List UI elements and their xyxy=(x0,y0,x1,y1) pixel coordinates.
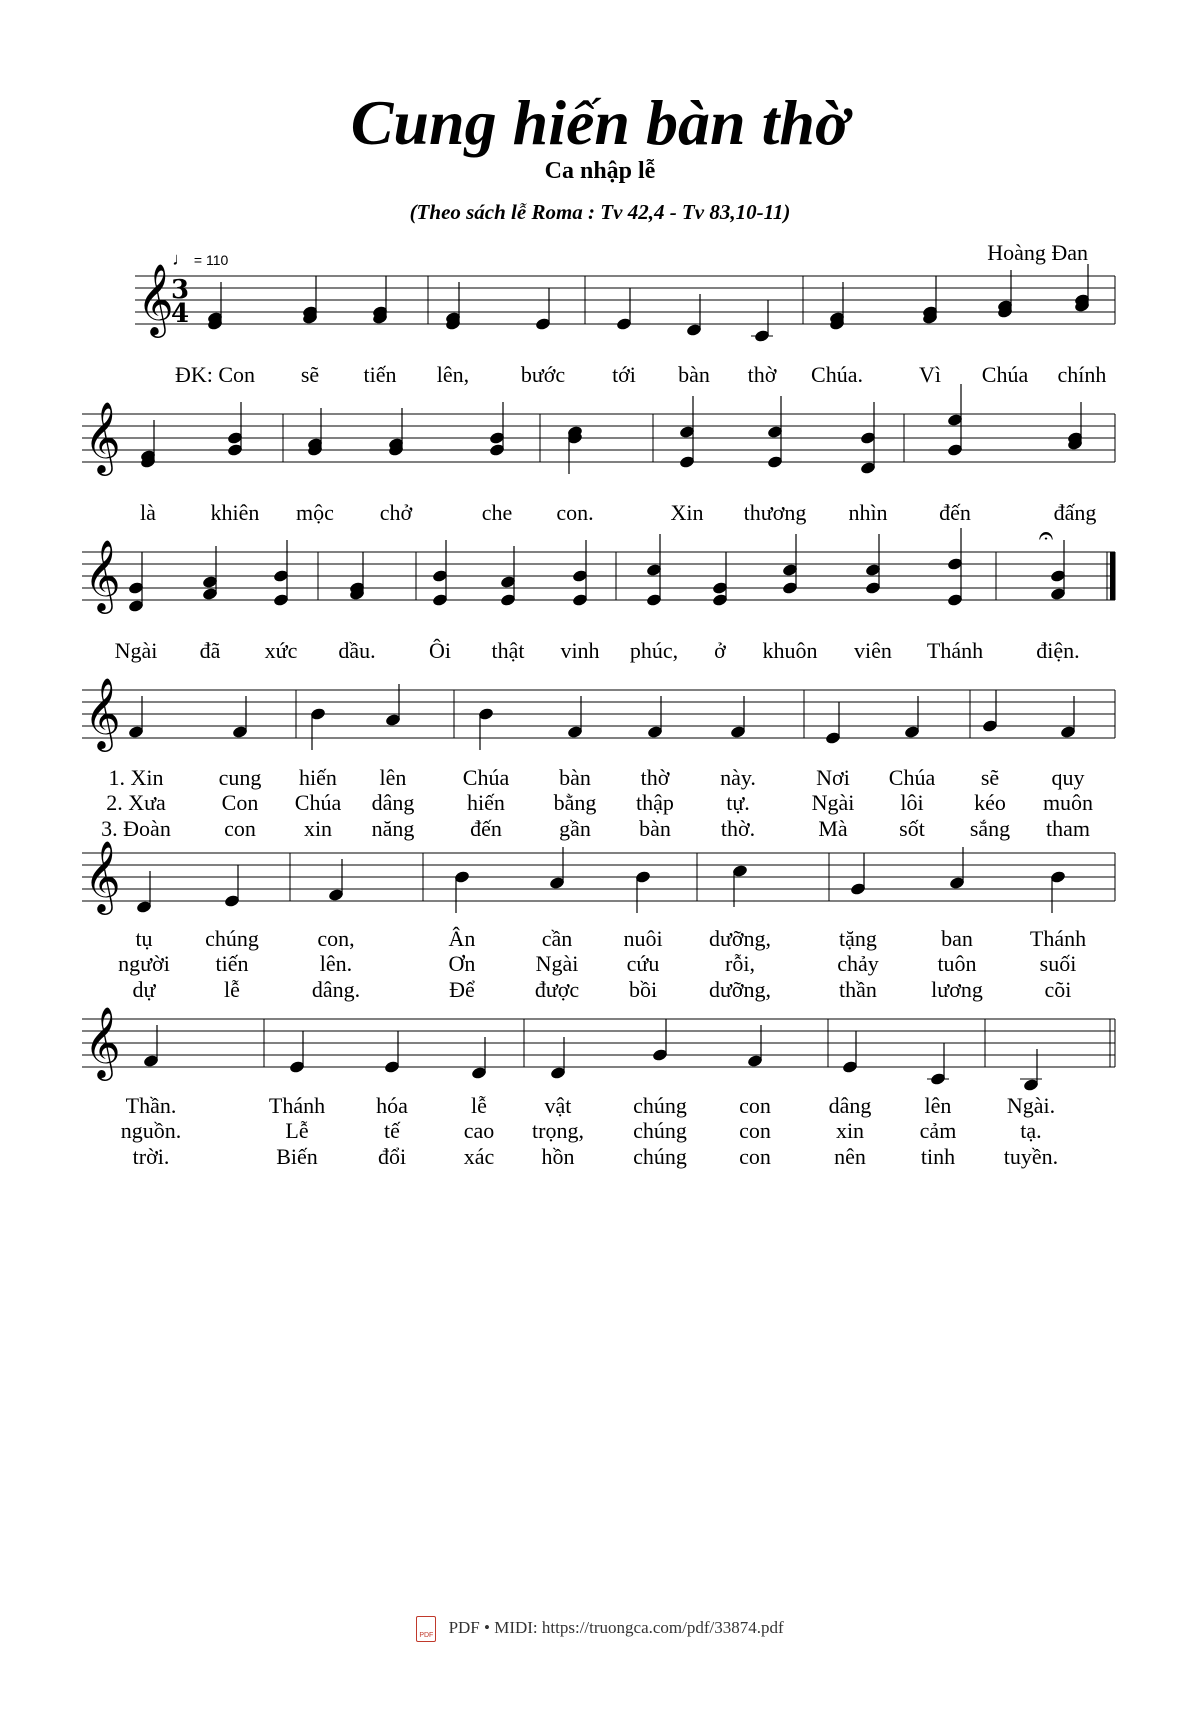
lyric-syllable: tinh xyxy=(920,1144,956,1169)
lyric-syllable: Ôi xyxy=(429,638,451,663)
lyric-syllable: hóa xyxy=(376,1093,408,1118)
lyric-syllable: Để xyxy=(449,977,475,1002)
lyric-syllable: cao xyxy=(463,1118,495,1143)
lyric-syllable: Ngài xyxy=(535,951,579,976)
lyric-syllable: khuôn xyxy=(762,638,818,663)
lyric-syllable: thờ. xyxy=(720,816,756,841)
lyric-syllable: lên. xyxy=(319,951,353,976)
lyric-syllable: chúng xyxy=(633,1093,687,1118)
treble-clef-icon: 𝄞 xyxy=(84,1005,121,1078)
lyric-syllable: sốt xyxy=(899,816,925,841)
lyric-syllable: con, xyxy=(317,926,355,951)
lyric-syllable: thờ xyxy=(747,362,777,387)
treble-clef-icon: 𝄞 xyxy=(84,839,121,912)
lyric-syllable: tuyền. xyxy=(1003,1144,1059,1169)
lyric-syllable: bước xyxy=(520,362,566,387)
lyric-syllable: Nơi xyxy=(816,765,850,790)
lyric-syllable: xức xyxy=(264,638,298,663)
lyric-syllable: Chúa xyxy=(294,790,342,815)
final-barline-thick xyxy=(1110,552,1115,600)
lyric-syllable: viên xyxy=(854,638,892,663)
lyric-syllable: 3. Đoàn xyxy=(101,816,171,841)
lyric-syllable: lên xyxy=(379,765,407,790)
lyric-syllable: Thần. xyxy=(125,1093,177,1118)
lyric-syllable: này. xyxy=(720,765,756,790)
lyric-syllable: tới xyxy=(612,362,636,387)
lyric-syllable: xin xyxy=(835,1118,865,1143)
lyric-syllable: năng xyxy=(371,816,415,841)
lyric-syllable: mộc xyxy=(296,500,334,525)
lyric-syllable: lên xyxy=(924,1093,952,1118)
lyric-syllable: dâng xyxy=(828,1093,872,1118)
lyric-syllable: phúc, xyxy=(629,638,679,663)
lyric-syllable: lễ xyxy=(224,977,240,1002)
treble-clef-icon: 𝄞 xyxy=(84,400,121,473)
lyric-syllable: hiến xyxy=(299,765,337,790)
lyric-syllable: thần xyxy=(839,977,877,1002)
lyric-syllable: Ngài. xyxy=(1006,1093,1056,1118)
lyric-syllable: xác xyxy=(463,1144,495,1169)
treble-clef-icon: 𝄞 xyxy=(84,538,121,611)
lyric-syllable: Thánh xyxy=(926,638,984,663)
lyric-syllable: sắng xyxy=(969,816,1011,841)
lyric-syllable: tặng xyxy=(839,926,877,951)
lyric-syllable: vật xyxy=(544,1093,572,1118)
lyric-syllable: lên, xyxy=(436,362,470,387)
composer: Hoàng Đan xyxy=(987,240,1088,265)
lyric-syllable: đã xyxy=(199,638,221,663)
lyric-syllable: bàn xyxy=(678,362,710,387)
lyric-syllable: chảy xyxy=(837,951,879,976)
lyric-syllable: tuôn xyxy=(937,951,977,976)
lyric-syllable: Ơn xyxy=(448,951,476,976)
fermata-icon: 𝄐 xyxy=(1038,521,1054,551)
lyric-syllable: đến xyxy=(939,500,971,525)
lyric-syllable: hiến xyxy=(467,790,505,815)
lyric-syllable: xin xyxy=(303,816,333,841)
tempo-value: = 110 xyxy=(193,252,229,268)
lyric-syllable: Ngài xyxy=(114,638,158,663)
lyric-syllable: bằng xyxy=(553,790,597,815)
lyric-syllable: được xyxy=(534,977,580,1002)
lyric-syllable: Xin xyxy=(670,500,704,525)
lyric-syllable: thương xyxy=(743,500,807,525)
time-signature-bottom: 4 xyxy=(171,299,190,329)
lyric-syllable: dâng xyxy=(371,790,415,815)
quarter-note-icon: ♩ xyxy=(172,249,190,269)
lyric-syllable: Ngài xyxy=(811,790,855,815)
lyric-syllable: cảm xyxy=(919,1118,957,1143)
lyric-syllable: che xyxy=(481,500,513,525)
lyric-syllable: chúng xyxy=(205,926,259,951)
lyric-syllable: con xyxy=(739,1118,771,1143)
lyric-syllable: sẽ xyxy=(980,765,1000,790)
lyric-syllable: nhìn xyxy=(848,500,888,525)
lyric-syllable: nuôi xyxy=(623,926,663,951)
page-title: Cung hiến bàn thờ xyxy=(350,87,850,158)
lyric-syllable: Mà xyxy=(818,816,848,841)
lyric-syllable: rỗi, xyxy=(725,951,755,976)
lyric-syllable: Chúa xyxy=(888,765,936,790)
lyric-syllable: con xyxy=(224,816,256,841)
lyric-syllable: Biến xyxy=(276,1144,318,1169)
lyric-syllable: lôi xyxy=(900,790,924,815)
lyric-syllable: cõi xyxy=(1044,977,1072,1002)
pdf-icon: PDF xyxy=(416,1616,436,1642)
lyric-syllable: con xyxy=(739,1093,771,1118)
lyric-syllable: dầu. xyxy=(338,638,376,663)
lyric-syllable: tụ xyxy=(135,926,153,951)
lyric-syllable: gần xyxy=(559,816,591,841)
lyric-syllable: điện. xyxy=(1036,638,1080,663)
lyric-syllable: dâng. xyxy=(311,977,361,1002)
lyric-syllable: tiến xyxy=(363,362,397,387)
lyric-syllable: chính xyxy=(1057,362,1107,387)
lyric-syllable: khiên xyxy=(210,500,260,525)
lyric-syllable: bàn xyxy=(639,816,671,841)
lyric-syllable: lương xyxy=(931,977,983,1002)
lyric-syllable: cứu xyxy=(626,951,660,976)
lyric-syllable: bàn xyxy=(559,765,591,790)
lyric-syllable: hồn xyxy=(541,1144,575,1169)
lyric-syllable: kéo xyxy=(974,790,1006,815)
lyric-syllable: ban xyxy=(941,926,973,951)
lyric-syllable: bồi xyxy=(628,977,658,1002)
lyric-syllable: trọng, xyxy=(532,1118,584,1143)
lyric-syllable: dự xyxy=(132,977,156,1002)
lyric-syllable: cung xyxy=(218,765,262,790)
lyric-syllable: cần xyxy=(541,926,573,951)
lyric-syllable: đấng xyxy=(1053,500,1097,525)
lyric-syllable: chở xyxy=(379,500,413,525)
page-subtitle: Ca nhập lễ xyxy=(544,158,656,184)
lyric-syllable: chúng xyxy=(633,1118,687,1143)
lyric-syllable: Chúa xyxy=(981,362,1029,387)
lyric-syllable: tạ. xyxy=(1020,1118,1042,1143)
lyric-syllable: đổi xyxy=(377,1144,407,1169)
time-signature-top: 3 xyxy=(171,275,190,305)
source-reference: (Theo sách lễ Roma : Tv 42,4 - Tv 83,10-11) xyxy=(409,200,791,224)
lyric-syllable: là xyxy=(140,500,156,525)
lyric-syllable: tế xyxy=(384,1118,400,1143)
lyric-syllable: đến xyxy=(470,816,502,841)
lyric-syllable: Lễ xyxy=(285,1118,309,1143)
lyric-syllable: Thánh xyxy=(1029,926,1087,951)
lyric-syllable: thờ xyxy=(640,765,670,790)
lyric-syllable: dưỡng, xyxy=(708,926,772,951)
lyric-syllable: dưỡng, xyxy=(708,977,772,1002)
footer-text: PDF • MIDI: https://truongca.com/pdf/33874.pdf xyxy=(448,1617,784,1637)
lyric-syllable: thật xyxy=(491,638,525,663)
lyric-syllable: vinh xyxy=(560,638,600,663)
lyric-syllable: con xyxy=(739,1144,771,1169)
lyric-syllable: thập xyxy=(636,790,674,815)
lyric-syllable: lễ xyxy=(471,1093,487,1118)
lyric-syllable: Chúa xyxy=(462,765,510,790)
lyric-syllable: nguồn. xyxy=(120,1118,182,1143)
lyric-syllable: Vì xyxy=(919,362,941,387)
lyric-syllable: suối xyxy=(1039,951,1077,976)
lyric-syllable: ĐK: Con xyxy=(174,362,256,387)
treble-clef-icon: 𝄞 xyxy=(137,262,174,335)
lyric-syllable: Thánh xyxy=(268,1093,326,1118)
footer-link[interactable] xyxy=(0,1616,1200,1642)
lyric-syllable: nên xyxy=(834,1144,866,1169)
lyric-syllable: 1. Xin xyxy=(108,765,164,790)
lyric-syllable: 2. Xưa xyxy=(106,790,166,815)
lyric-syllable: con. xyxy=(556,500,594,525)
lyric-syllable: Con xyxy=(221,790,259,815)
lyric-syllable: Chúa. xyxy=(811,362,863,387)
lyric-syllable: người xyxy=(118,951,170,976)
lyric-syllable: Ân xyxy=(448,926,476,951)
lyric-syllable: muôn xyxy=(1042,790,1094,815)
lyric-syllable: sẽ xyxy=(300,362,320,387)
lyric-syllable: ở xyxy=(714,638,726,663)
lyric-syllable: quy xyxy=(1051,765,1085,790)
lyric-syllable: trời. xyxy=(132,1144,170,1169)
lyric-syllable: tự. xyxy=(726,790,750,815)
lyric-syllable: tiến xyxy=(215,951,249,976)
lyric-syllable: tham xyxy=(1046,816,1090,841)
lyric-syllable: chúng xyxy=(633,1144,687,1169)
treble-clef-icon: 𝄞 xyxy=(84,676,121,749)
